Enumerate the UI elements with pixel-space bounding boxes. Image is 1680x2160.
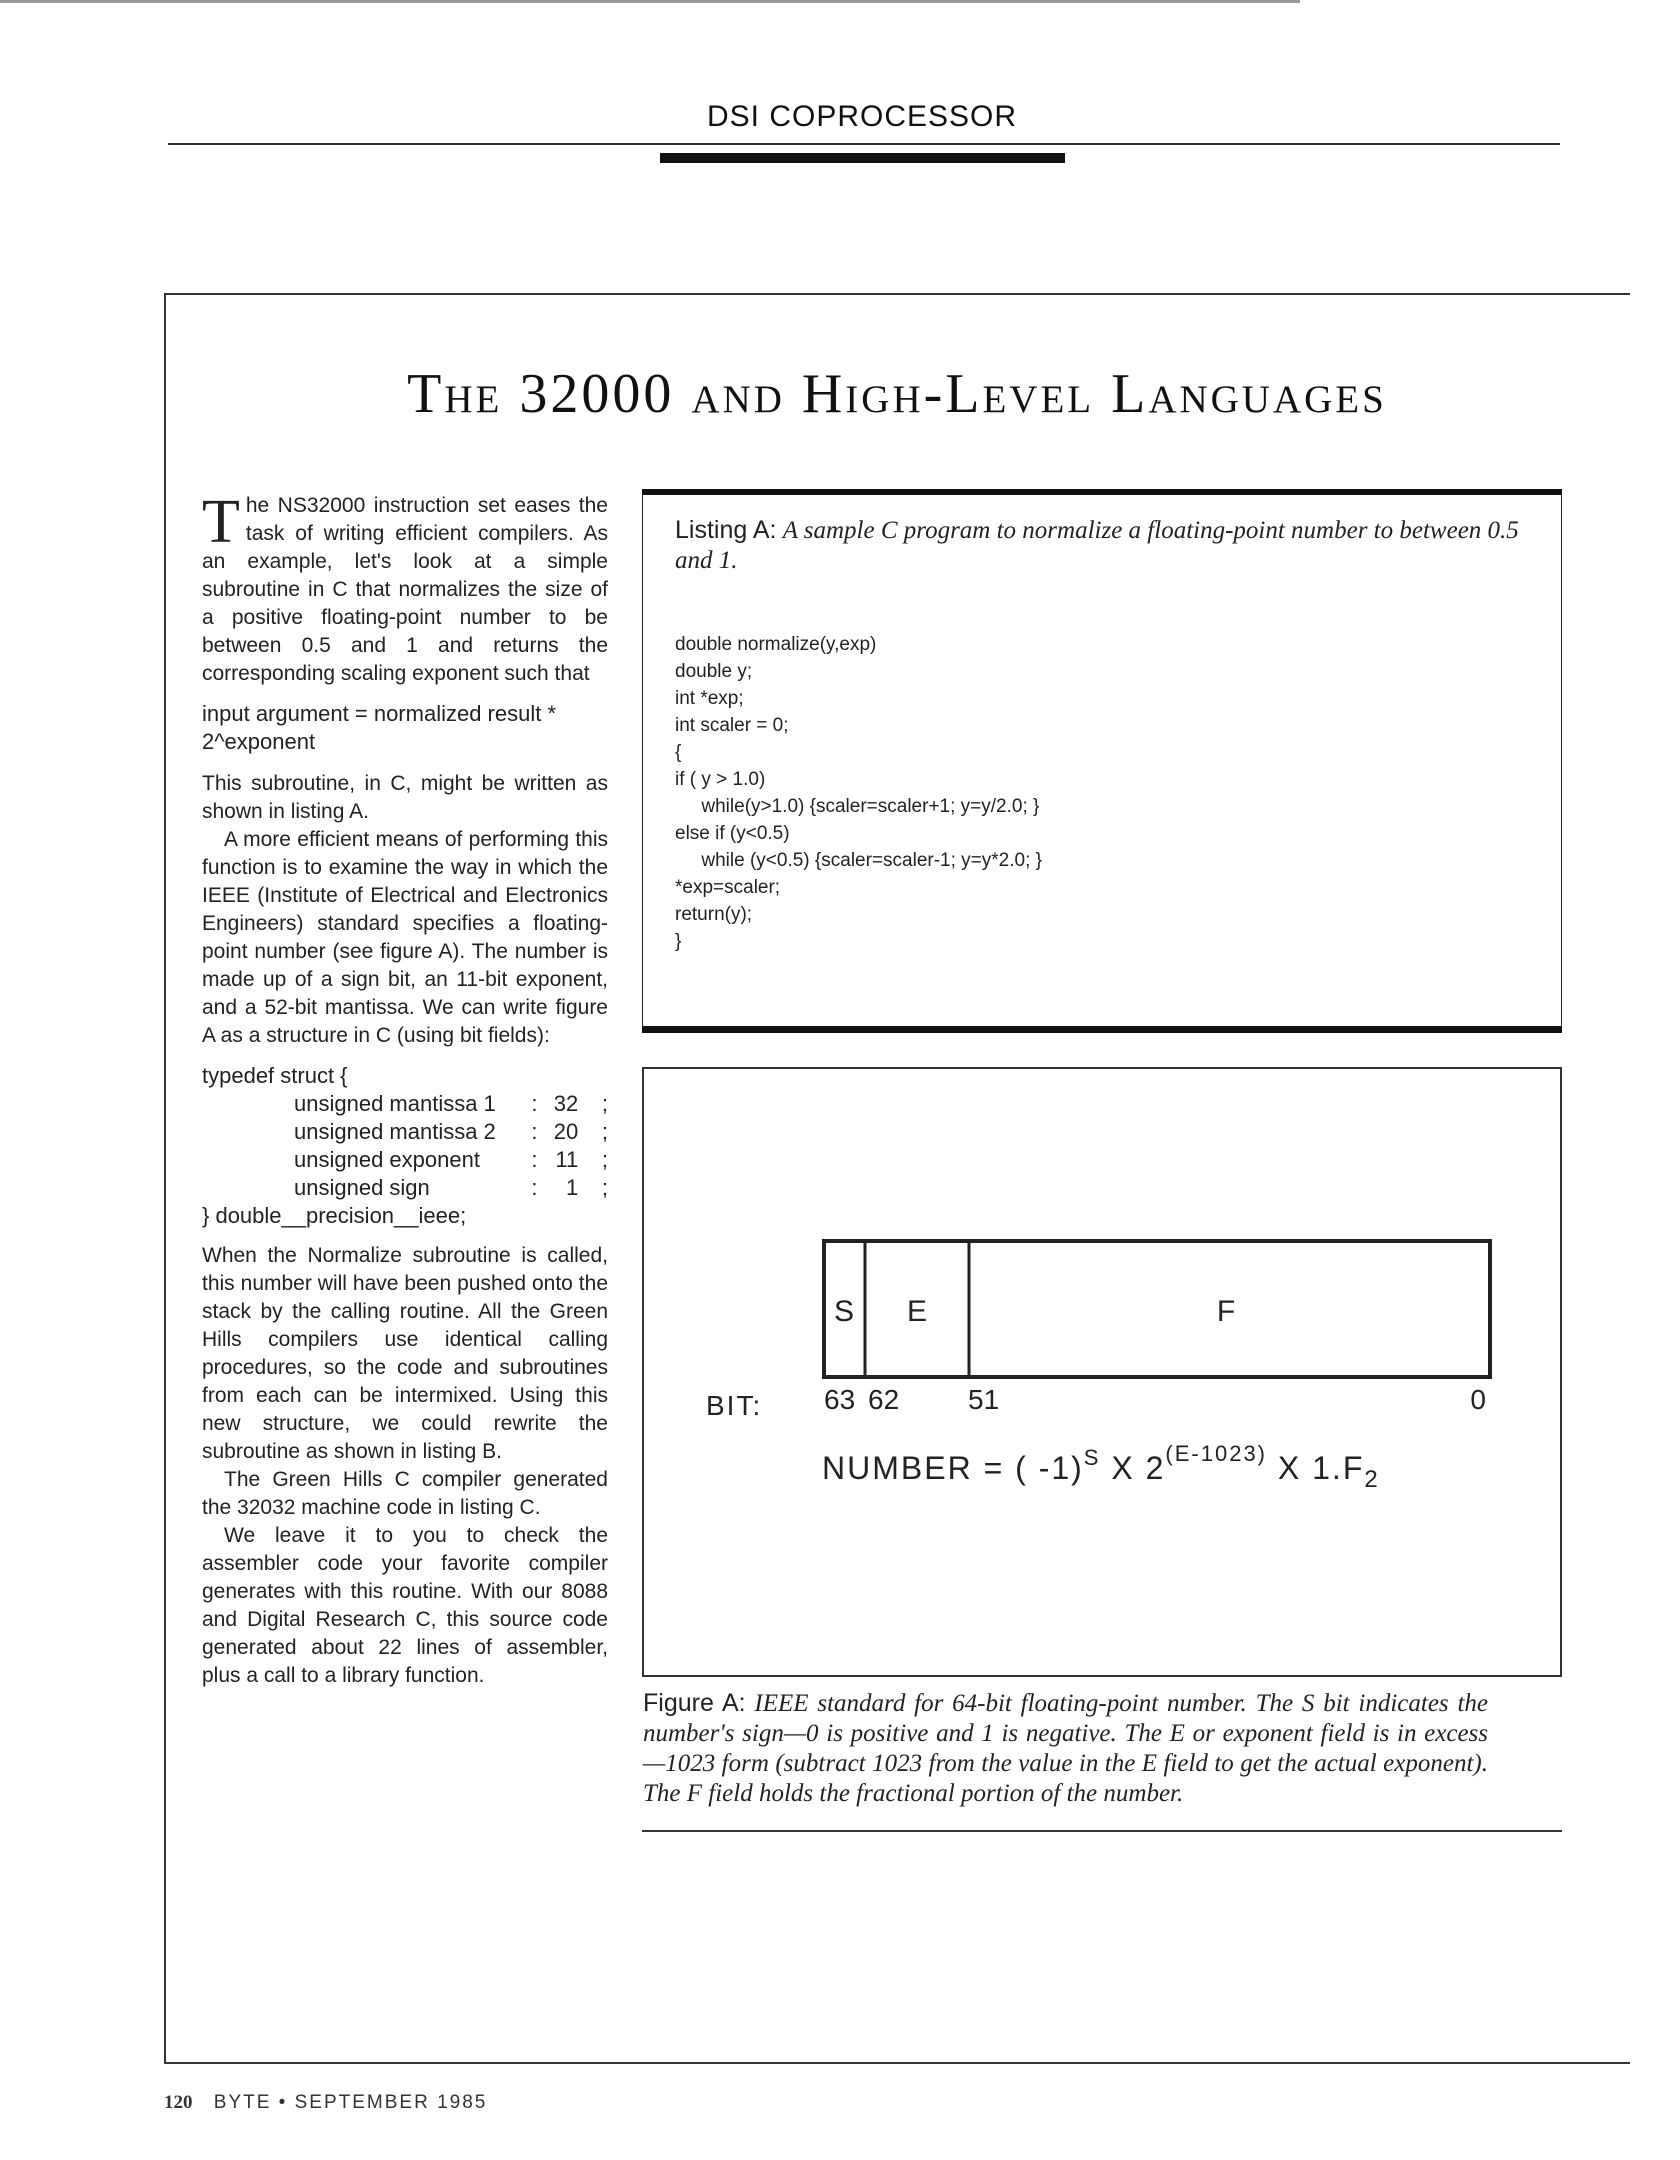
figure-bottom-rule: [642, 1830, 1562, 1832]
listing-top-bar: [642, 489, 1562, 495]
equation-lhs: NUMBER = ( -1): [822, 1450, 1084, 1486]
listing-a-box: [642, 490, 1562, 1032]
struct-field-bits: 20: [553, 1119, 579, 1144]
code-line: double normalize(y,exp): [675, 634, 877, 655]
formula-line-2: 2^exponent: [202, 729, 316, 754]
code-line: if ( y > 1.0): [675, 769, 766, 790]
struct-field-bits: 1: [565, 1175, 579, 1200]
sidebar-box-top-rule: [164, 293, 1630, 295]
figure-a-box: [642, 1067, 1562, 1677]
bit-0-label: 0: [1470, 1384, 1486, 1415]
equation-times-two: X 2: [1100, 1450, 1166, 1486]
equation-base-subscript: 2: [1364, 1466, 1380, 1493]
paragraph-closing: We leave it to you to check the assembler code your favorite compiler generates with this routine. With our 8088 and Digital Research C, this source code generated about 22 lines of assembler, plus a call to a library function.: [202, 1524, 608, 1687]
scaling-formula: [202, 700, 608, 756]
header-accent-bar: [660, 153, 1065, 163]
struct-field-bits: 11: [555, 1147, 579, 1172]
formula-line-1: input argument = normalized result *: [202, 701, 557, 726]
listing-caption: [675, 515, 1525, 576]
figure-caption-text: IEEE standard for 64-bit floating-point number. The S bit indicates the number's sign—0 is positive and 1 is negative. The E or exponent field is in excess—1023 form (subtract 1023 from the value in the E field to get the actual exponent). The F field holds the fractional portion of the number.: [643, 1690, 1488, 1807]
code-line: return(y);: [675, 904, 753, 925]
fraction-field-label: F: [1216, 1295, 1236, 1328]
article-body: [202, 488, 608, 1690]
code-line: else if (y<0.5): [675, 823, 790, 844]
equation-sign-exponent: S: [1083, 1445, 1101, 1470]
bit-63-label: 63: [824, 1384, 856, 1415]
paragraph-green-hills: The Green Hills C compiler generated the 32032 machine code in listing C.: [202, 1468, 608, 1519]
struct-field-name: unsigned mantissa 1: [294, 1091, 496, 1116]
code-line: while(y>1.0) {scaler=scaler+1; y=y/2.0; }: [675, 796, 1040, 817]
code-line: int *exp;: [675, 688, 744, 709]
paragraph-intro: The NS32000 instruction set eases the task of writing efficient compilers. As an example, let's look at a simple subroutine in C that normalizes the size of a positive floating-point number to be between 0.5 and 1 and returns the corresponding scaling exponent such that: [202, 488, 608, 685]
figure-label: Figure A:: [643, 1689, 746, 1717]
code-line: int scaler = 0;: [675, 715, 789, 736]
equation-times-fraction: X 1.F: [1267, 1450, 1365, 1486]
code-line: *exp=scaler;: [675, 877, 781, 898]
code-block: [675, 631, 1042, 955]
struct-open: typedef struct {: [202, 1063, 348, 1088]
sign-field-label: S: [833, 1295, 855, 1328]
struct-close: } double__precision__ieee;: [202, 1203, 467, 1228]
code-line: double y;: [675, 661, 753, 682]
paragraph-normalize-call: When the Normalize subroutine is called, this number will have been pushed onto the stack by the calling routine. All the Green Hills compilers use identical calling procedures, so the code and subroutines from each can be intermixed. Using this new structure, we could rewrite the subroutine as shown in listing B.: [202, 1244, 608, 1463]
figure-caption: [643, 1688, 1488, 1809]
listing-bottom-bar: [642, 1026, 1562, 1033]
equation-biased-exponent: (E-1023): [1165, 1441, 1267, 1466]
struct-field: unsigned mantissa 1 : 32 ;: [294, 1091, 608, 1116]
bit-label: BIT:: [706, 1390, 763, 1421]
top-edge-line: [0, 0, 1300, 3]
sidebar-box-left-rule: [164, 293, 166, 2063]
running-head: DSI COPROCESSOR: [706, 100, 1018, 133]
struct-field-bits: 32: [553, 1091, 579, 1116]
bit-51-label: 51: [968, 1384, 1000, 1415]
article-title: The 32000 and High-Level Languages: [407, 363, 1387, 425]
struct-field: unsigned mantissa 2 : 20 ;: [294, 1119, 608, 1144]
exponent-field-label: E: [906, 1295, 928, 1328]
struct-field-name: unsigned exponent: [294, 1147, 480, 1172]
page-number: 120: [164, 2092, 193, 2113]
magazine-issue: BYTE • SEPTEMBER 1985: [213, 2092, 488, 2113]
sidebar-box-bottom-rule: [164, 2062, 1630, 2064]
code-line: while (y<0.5) {scaler=scaler-1; y=y*2.0; }: [675, 850, 1042, 871]
number-equation: [822, 1441, 1380, 1493]
paragraph-ieee: A more efficient means of performing this function is to examine the way in which the IEEE (Institute of Electrical and Electronics Engineers) standard specifies a floating-point number (see figure A). The number is made up of a sign bit, an 11-bit exponent, and a 52-bit mantissa. We can write figure A as a structure in C (using bit fields):: [202, 828, 608, 1047]
header-rule: [168, 143, 1560, 145]
ieee-format-diagram: [644, 1069, 1560, 1675]
struct-definition: [202, 1062, 608, 1230]
struct-field: unsigned exponent : 11 ;: [294, 1147, 608, 1172]
code-line: {: [675, 742, 682, 763]
paragraph-listing-ref: This subroutine, in C, might be written as shown in listing A.: [202, 772, 608, 823]
struct-field-name: unsigned sign: [294, 1175, 430, 1200]
page-footer: [164, 2092, 487, 2114]
listing-caption-text: A sample C program to normalize a floating-point number to between 0.5 and 1.: [675, 517, 1519, 574]
listing-label: Listing A:: [675, 516, 777, 544]
bit-62-label: 62: [868, 1384, 900, 1415]
code-line: }: [675, 931, 682, 952]
struct-field: unsigned sign : 1 ;: [294, 1175, 608, 1200]
struct-field-name: unsigned mantissa 2: [294, 1119, 496, 1144]
